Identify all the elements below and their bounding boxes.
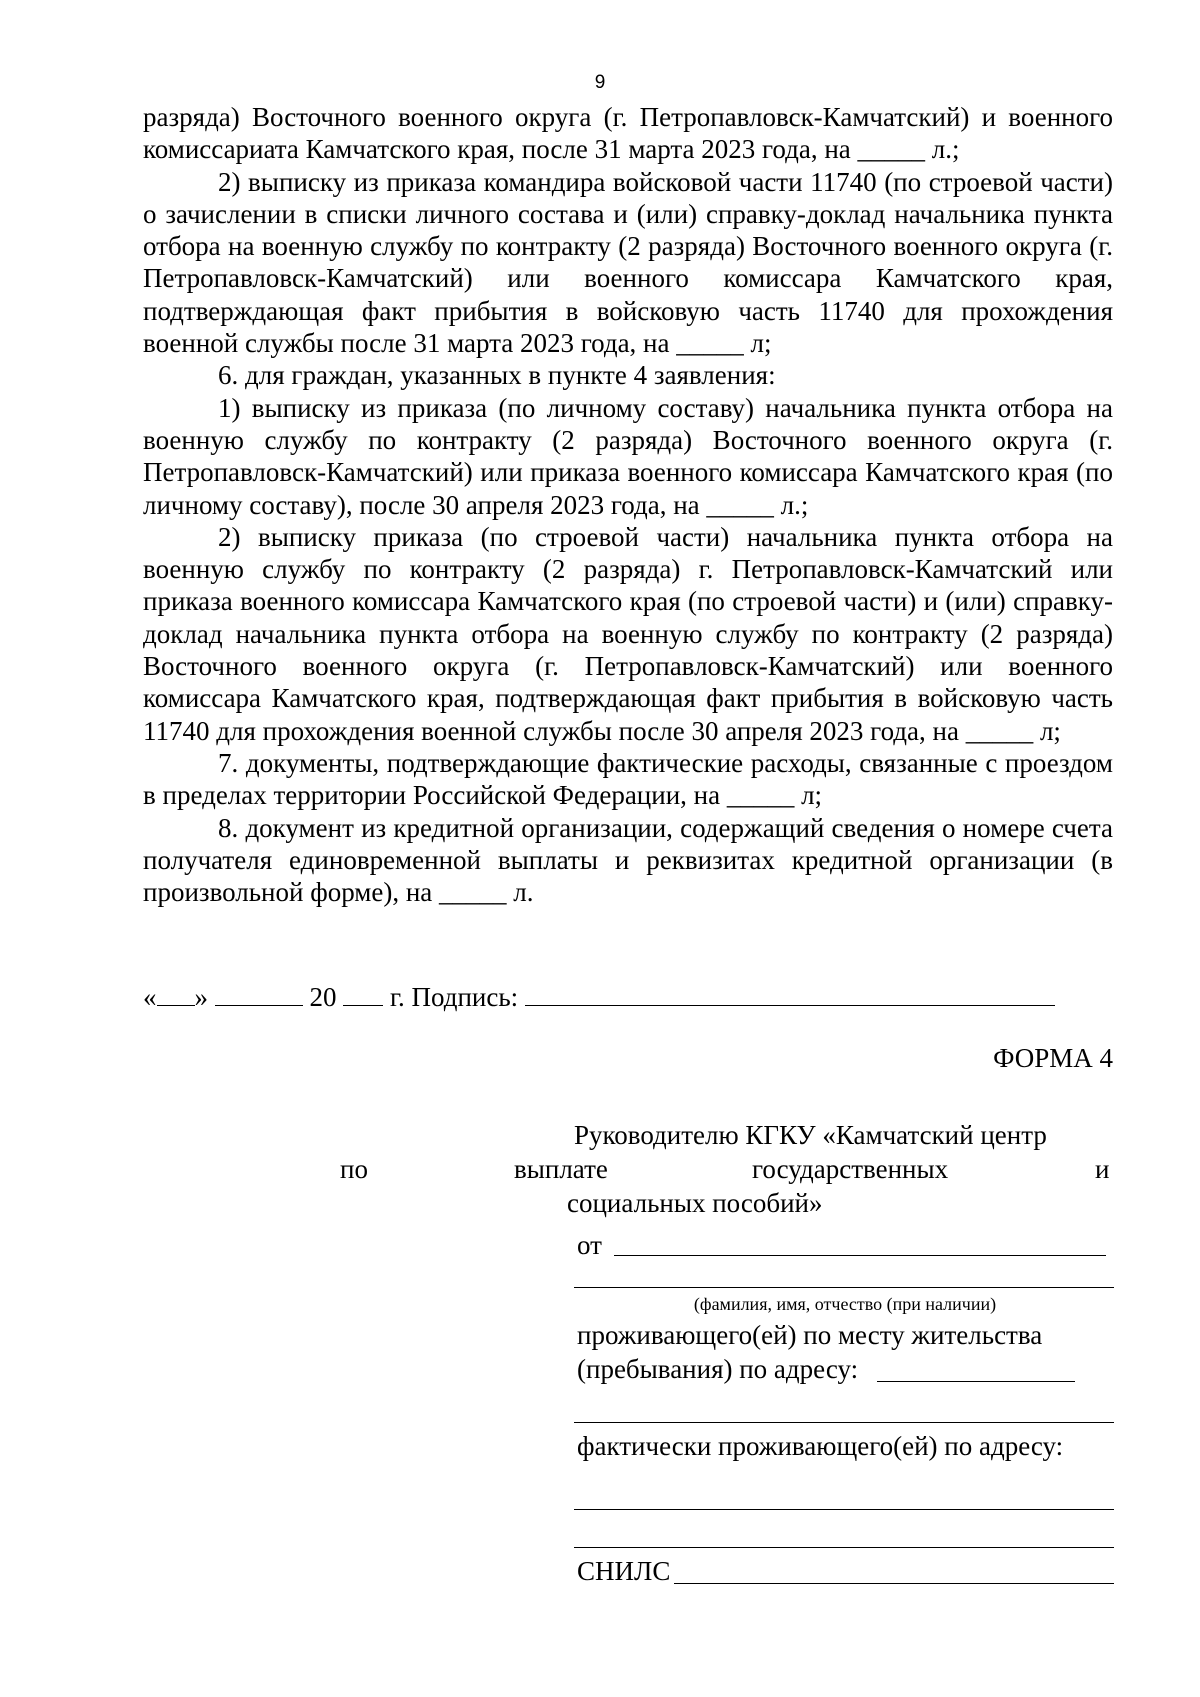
signature-label: г. Подпись:	[390, 982, 519, 1012]
addressee-word: выплате	[514, 1154, 608, 1184]
from-label: от	[577, 1230, 602, 1260]
paragraph: 1) выписку из приказа (по личному составу) начальника пункта отбора на военную службу по контракту (2 разряда) Восточного военного округа (г. Петропавловск-Камчатский) или приказа военного комиссара Камчатского края (по личному составу), после 30 апреля 2023 года, на _____ л.;	[143, 392, 1113, 520]
month-blank[interactable]	[215, 983, 303, 1006]
paragraph: разряда) Восточного военного округа (г. Петропавловск-Камчатский) и военного комиссариата Камчатского края, после 31 марта 2023 года, на _____ л.;	[143, 102, 1113, 165]
from-blank[interactable]	[614, 1255, 1106, 1256]
name-blank[interactable]	[574, 1287, 1114, 1288]
snils-blank[interactable]	[674, 1583, 1114, 1584]
residence-blank-2[interactable]	[574, 1422, 1114, 1423]
residence-line-1: проживающего(ей) по месту жительства	[577, 1320, 1043, 1350]
open-quote: «	[143, 982, 157, 1012]
day-blank[interactable]	[157, 983, 195, 1006]
year-blank[interactable]	[343, 983, 383, 1006]
snils-label: СНИЛС	[577, 1556, 671, 1586]
close-quote: »	[194, 982, 208, 1012]
residence-line-2: (пребывания) по адресу:	[577, 1354, 859, 1384]
year-prefix: 20	[309, 982, 337, 1012]
form-label: ФОРМА 4	[993, 1043, 1113, 1073]
actual-address-blank[interactable]	[574, 1509, 1114, 1510]
addressee-word: государственных	[752, 1154, 949, 1184]
addressee-word: и	[1095, 1154, 1110, 1184]
page-number: 9	[594, 72, 606, 93]
name-note: (фамилия, имя, отчество (при наличии)	[693, 1294, 997, 1314]
actual-address-blank-2[interactable]	[574, 1547, 1114, 1548]
signature-blank[interactable]	[525, 983, 1055, 1006]
actual-address-label: фактически проживающего(ей) по адресу:	[577, 1431, 1064, 1461]
paragraph: 2) выписку приказа (по строевой части) начальника пункта отбора на военную службу по контракту (2 разряда) г. Петропавловск-Камчатский или приказа военного комиссара Камчатского края (по строевой части) и (или) справку-доклад начальника пункта отбора на военную службу по контракту (2 разряда) Восточного военного округа (г. Петропавловск-Камчатский) или военного комиссара Камчатского края, подтверждающая факт прибытия в войсковую часть 11740 для прохождения военной службы после 30 апреля 2023 года, на _____ л;	[143, 521, 1113, 746]
addressee-line-3: социальных пособий»	[567, 1188, 823, 1218]
addressee-word: по	[340, 1154, 368, 1184]
body-text	[143, 101, 1113, 908]
paragraph: 7. документы, подтверждающие фактические расходы, связанные с проездом в пределах территории Российской Федерации, на _____ л;	[143, 747, 1113, 811]
residence-blank[interactable]	[877, 1381, 1075, 1382]
paragraph: 6. для граждан, указанных в пункте 4 заявления:	[218, 360, 776, 391]
paragraph: 2) выписку из приказа командира войсковой части 11740 (по строевой части) о зачислении в списки личного состава и (или) справку-доклад начальника пункта отбора на военную службу по контракту (2 разряда) Восточного военного округа (г. Петропавловск-Камчатский) или военного комиссара Камчатского края, подтверждающая факт прибытия в войсковую часть 11740 для прохождения военной службы после 31 марта 2023 года, на _____ л;	[143, 166, 1113, 359]
addressee-line-1: Руководителю КГКУ «Камчатский центр	[574, 1120, 1047, 1150]
paragraph: 8. документ из кредитной организации, содержащий сведения о номере счета получателя единовременной выплаты и реквизитах кредитной организации (в произвольной форме), на _____ л.	[143, 812, 1113, 908]
signature-line	[143, 982, 1055, 1013]
